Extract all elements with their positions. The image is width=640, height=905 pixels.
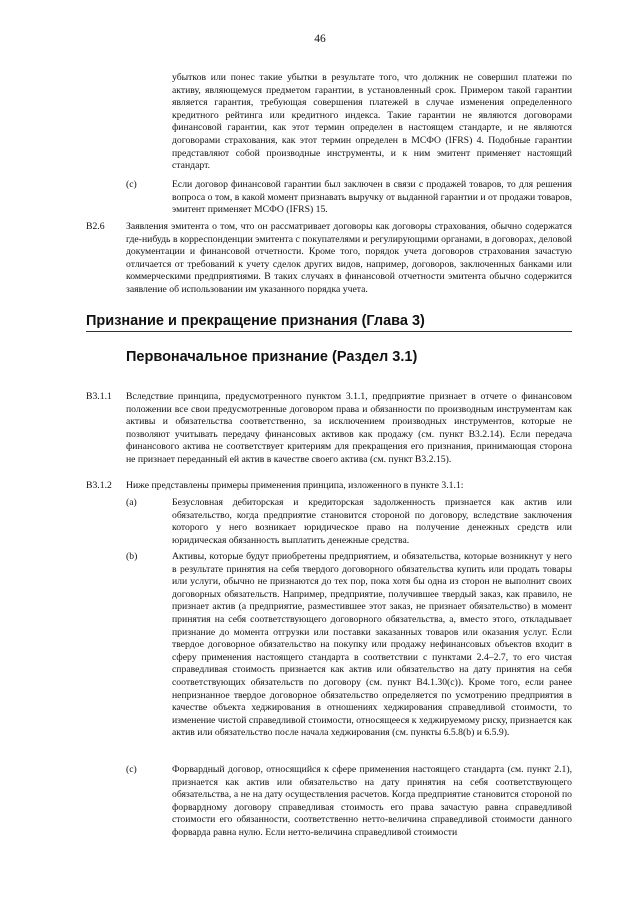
paragraph-b2-6: Заявления эмитента о том, что он рассматривает договоры как договоры страхования, обычно содержатся где-нибудь в корреспонденции эмитента с покупателями и регулирующими органами, в договорах, деловой документации и финансовой отчетности. Кроме того, порядок учета договоров страхования зачастую отличается от требований к учету сделок других видов, например, договоров, заключенных банками или коммерческими предприятиями. В таких случаях в финансовой отчетности эмитента обычно содержится заявление об использовании им указанного порядка учета. [126,221,572,295]
item-label-c-top: (c) [126,179,137,190]
item-label-a: (a) [126,497,137,508]
page-number: 46 [314,33,326,45]
chapter-rule [86,331,572,332]
paragraph-b3-1-1: Вследствие принципа, предусмотренного пунктом 3.1.1, предприятие признает в отчете о финансовом положении все свои предусмотренные договором права и обязанности по производным инструментам как активы и обязательства соответственно, за исключением производных инструментов, которые не позволяют учитывать передачу финансовых активов как продажу (см. пункт B3.2.14). Если передача финансового актива не соответствует критериям для прекращения его признания, принимающая сторона не признает переданный ей актив в качестве своего актива (см. пункт B3.2.15). [126,391,572,465]
section-heading: Первоначальное признание (Раздел 3.1) [126,349,418,365]
item-label-c: (c) [126,764,137,775]
item-text-b: Активы, которые будут приобретены предприятием, и обязательства, которые возникнут у него в результате принятия на себя твердого договорного обязательства купить или продать товары или услуги, обычно не признаются до тех пор, пока хотя бы одна из сторон не выполнит своих договорных обязательств. Например, предприятие, получившее твердый заказ, как правило, не признает актив (а предприятие, разместившее этот заказ, не признает обязательство) в момент принятия на себя соответствующего договорного обязательства, а, вместо этого, откладывает признание до момента отгрузки или поставки заказанных товаров или оказания услуг. Если твердое договорное обязательство на покупку или продажу нефинансовых объектов входит в сферу применения настоящего стандарта в соответствии с пунктами 2.4–2.7, то его чистая справедливая стоимость признается как актив или обязательство на дату принятия на себя соответствующих обязательств по договору (см. пункт B4.1.30(c)). Кроме того, если ранее непризнанное твердое договорное обязательство определяется по усмотрению предприятия в качестве объекта хеджирования в отношениях хеджирования справедливой стоимости, то изменение чистой справедливой стоимости, относящееся к хеджируемому риску, признается как актив или обязательство после начала хеджирования (см. пункты 6.5.8(b) и 6.5.9). [172,551,572,739]
chapter-heading: Признание и прекращение признания (Глава 3) [86,313,425,329]
item-label-b: (b) [126,551,138,562]
paragraph-label-b3-1-1: B3.1.1 [86,391,112,402]
item-text-a: Безусловная дебиторская и кредиторская задолженность признается как актив или обязательство, когда предприятие становится стороной по договору, вследствие заключения которого у него возникает юридическое право на получение денежных средств или юридическая обязанность выплатить денежные средства. [172,497,572,546]
item-text-c: Форвардный договор, относящийся к сфере применения настоящего стандарта (см. пункт 2.1), признается как актив или обязательство на дату принятия на себя соответствующего обязательства, а не на дату осуществления расчетов. Когда предприятие становится стороной по форвардному договору справедливая стоимость его права зачастую равна справедливой стоимости его обязанности, соответственно нетто-величина справедливой стоимости данного форварда равна нулю. Если нетто-величина справедливой стоимости [172,764,572,838]
item-text-c-top: Если договор финансовой гарантии был заключен в связи с продажей товаров, то для решения вопроса о том, в какой момент признавать выручку от выданной гарантии и от продажи товаров, эмитент применяет МСФО (IFRS) 15. [172,179,572,216]
paragraph-label-b2-6: B2.6 [86,221,105,232]
paragraph-b3-1-2-intro: Ниже представлены примеры применения принципа, изложенного в пункте 3.1.1: [126,480,464,491]
paragraph-label-b3-1-2: B3.1.2 [86,480,112,491]
paragraph-continuation: убытков или понес такие убытки в результате того, что должник не совершил платежи по активу, являющемуся предметом гарантии, в установленный срок. Примером такой гарантии является гарантия, требующая совершения платежей в случае изменения определенного кредитного рейтинга или кредитного индекса. Такие гарантии не являются договорами финансовой гарантии, как этот термин определен в настоящем стандарте, и не являются договорами страхования, как этот термин определен в МСФО (IFRS) 4. Подобные гарантии представляют собой производные инструменты, и к ним эмитент применяет настоящий стандарт. [172,72,572,172]
